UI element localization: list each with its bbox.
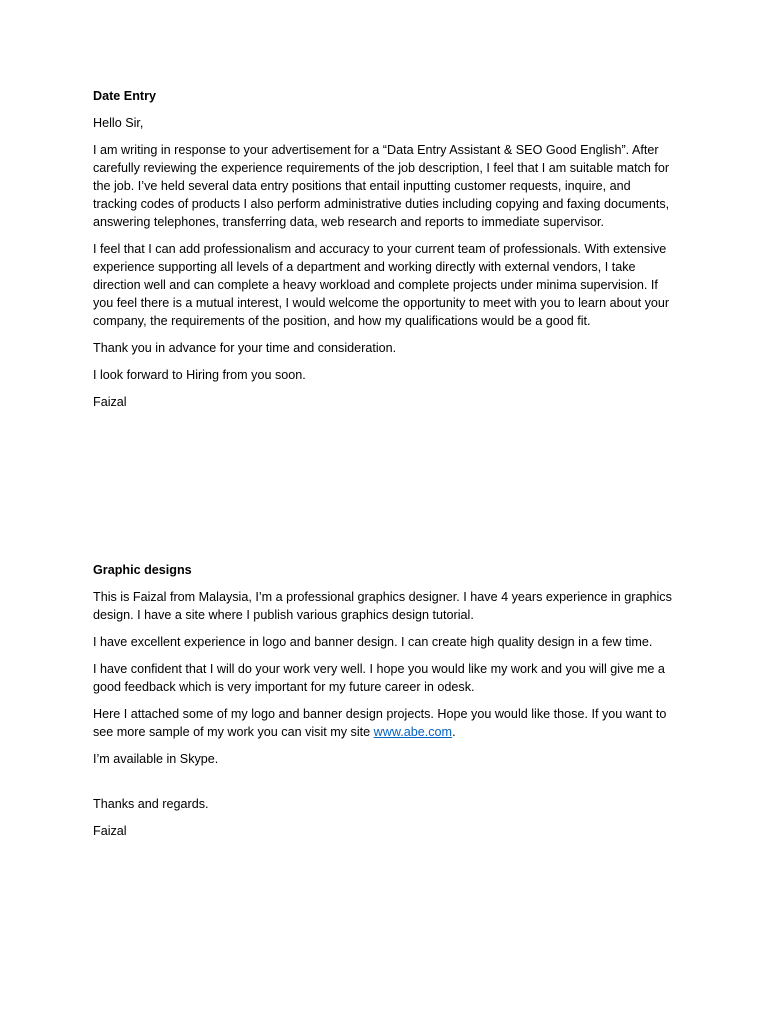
letter2-paragraph-4-end: . xyxy=(452,725,456,739)
letter1-greeting: Hello Sir, xyxy=(93,116,144,130)
letter2-closing: Thanks and regards. xyxy=(93,797,209,811)
letter2-signature: Faizal xyxy=(93,824,127,838)
letter1-paragraph-4: I look forward to Hiring from you soon. xyxy=(93,368,306,382)
letter1-signature: Faizal xyxy=(93,395,127,409)
letter2-paragraph-4-text: Here I attached some of my logo and banner design projects. Hope you would like those. If you want to see more sample of my work you can visit my site xyxy=(93,707,667,739)
letter1-paragraph-3: Thank you in advance for your time and consideration. xyxy=(93,341,397,355)
letter1-heading: Date Entry xyxy=(93,89,156,103)
letter2-paragraph-1: This is Faizal from Malaysia, I’m a professional graphics designer. I have 4 years experience in graphics design. I have a site where I publish various graphics design tutorial. xyxy=(93,590,672,622)
letter2-paragraph-3: I have confident that I will do your work very well. I hope you would like my work and you will give me a good feedback which is very important for my future career in odesk. xyxy=(93,662,665,694)
closing-gap xyxy=(93,777,678,795)
website-link[interactable]: www.abe.com xyxy=(373,725,453,739)
letter1-paragraph-2: I feel that I can add professionalism and accuracy to your current team of professionals. With extensive experience supporting all levels of a department and working directly with external vendors, I take direction well and can complete a heavy workload and complete projects under minima supervision. If you feel there is a mutual interest, I would welcome the opportunity to meet with you to learn about your company, the requirements of the position, and how my qualifications would be a good fit. xyxy=(93,242,670,328)
letter2-paragraph-4 xyxy=(93,705,678,741)
letter1-paragraph-1: I am writing in response to your advertisement for a “Data Entry Assistant & SEO Good English”. After carefully reviewing the experience requirements of the job description, I feel that I am suitable match for the job. I’ve held several data entry positions that entail inputting customer requests, inquire, and tracking codes of products I also perform administrative duties including copying and faxing documents, answering telephones, transferring data, web research and reports to immediate supervisor. xyxy=(93,143,670,229)
letter2-paragraph-5: I’m available in Skype. xyxy=(93,752,219,766)
letter2-paragraph-2: I have excellent experience in logo and banner design. I can create high quality design in a few time. xyxy=(93,635,653,649)
section-gap xyxy=(93,420,678,561)
letter2-heading: Graphic designs xyxy=(93,563,192,577)
